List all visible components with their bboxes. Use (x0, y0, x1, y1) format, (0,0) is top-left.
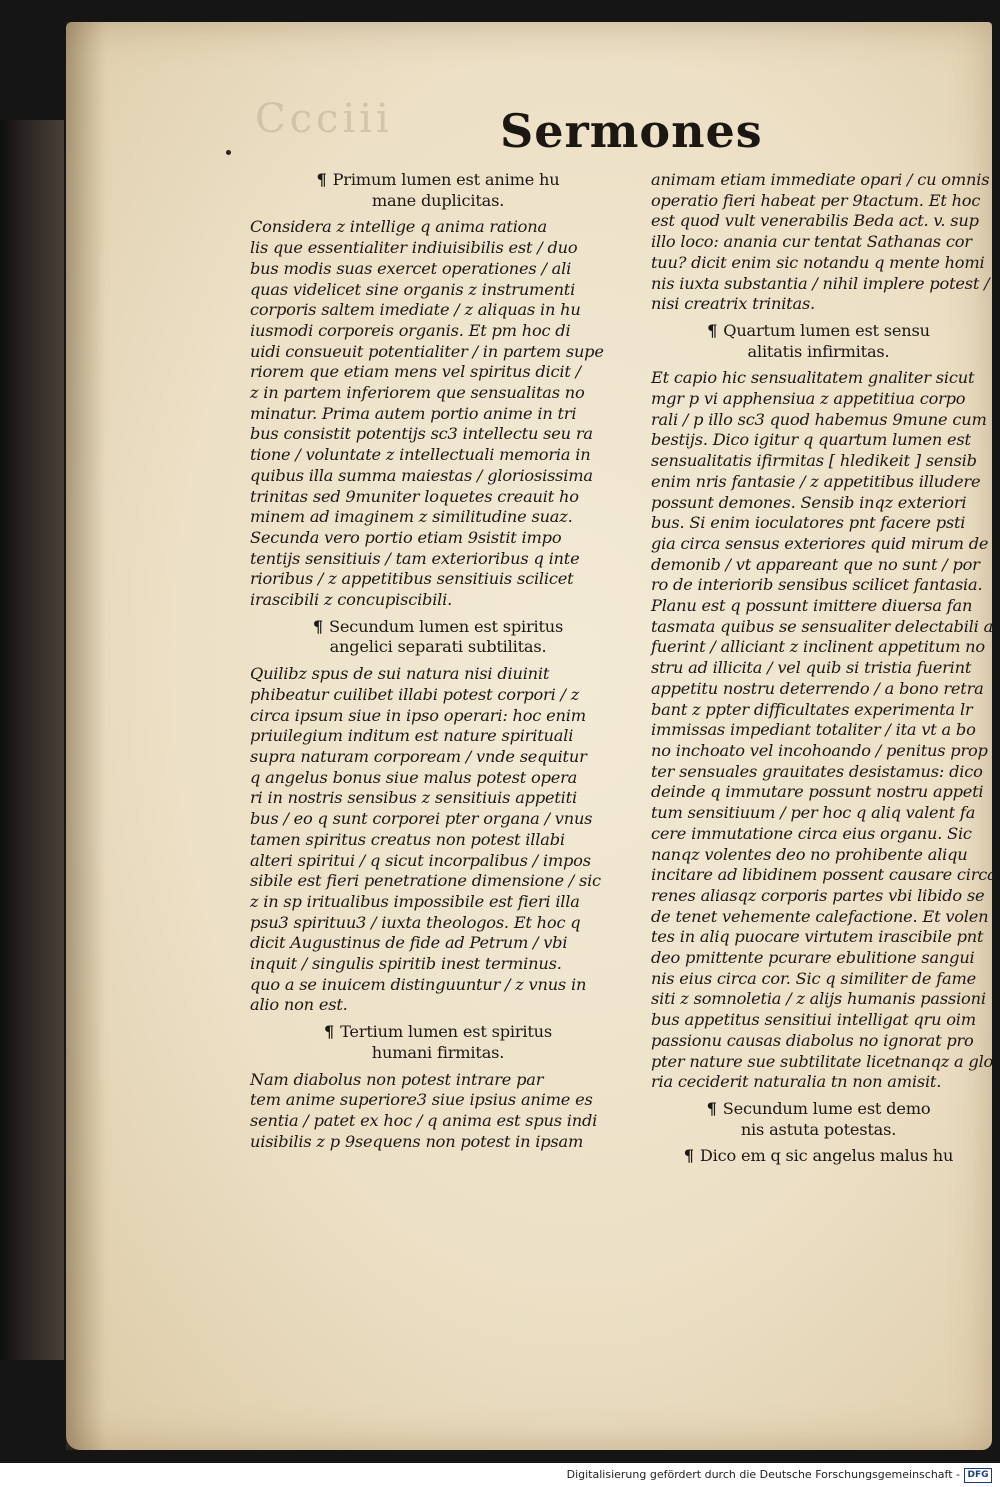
text-line: siti z somnoletia / z alijs humanis passioni (651, 989, 986, 1009)
footer-bar (0, 1463, 1000, 1487)
text-line: sentia / patet ex hoc / q anima est spus indi (250, 1110, 598, 1130)
pilcrow-icon: ¶ (683, 1146, 694, 1166)
section-heading (651, 1146, 986, 1167)
text-line: rali / p illo sc3 quod habemus 9mune cum (651, 409, 987, 429)
heading-text: Tertium lumen est spiritus (340, 1022, 552, 1042)
text-line (651, 321, 986, 342)
text-line: incitare ad libidinem possent causare circa (651, 865, 997, 885)
heading-text: Quartum lumen est sensu (723, 320, 930, 340)
text-line: bus. Si enim ioculatores pnt facere psti (651, 513, 966, 533)
text-line: illo loco: anania cur tentat Sathanas cor (651, 232, 972, 252)
text-line: no inchoato vel incohoando / penitus prop (651, 740, 988, 760)
text-line: alio non est. (250, 995, 348, 1015)
text-line: ter sensuales grauitates desistamus: dico (651, 761, 983, 781)
text-line: uidi consueuit potentialiter / in partem supe (250, 341, 604, 361)
text-line: ri in nostris sensibus z sensitiuis appetiti (250, 788, 577, 808)
text-line: angelici separati subtilitas. (329, 637, 547, 657)
right-column (651, 170, 997, 1173)
text-line: bus consistit potentijs sc3 intellectu seu ra (250, 424, 593, 444)
text-line: appetitu nostru deterrendo / a bono retra (651, 678, 984, 698)
text-line: animam etiam immediate opari / cu omnis (651, 170, 990, 189)
text-line: irascibili z concupiscibili. (250, 590, 453, 610)
text-line: stru ad illicita / vel quib si tristia fuerint (651, 658, 972, 678)
text-line: est quod vult venerabilis Beda act. v. sup (651, 211, 979, 231)
heading-text: Dico em q sic angelus malus hu (699, 1146, 954, 1166)
text-line: tamen spiritus creatus non potest illabi (250, 829, 565, 849)
text-line: fuerint / alliciant z inclinent appetitum no (651, 637, 985, 657)
text-line: bant z ppter difficultates experimenta lr (651, 699, 973, 719)
text-line (250, 170, 626, 191)
section-heading (651, 321, 986, 362)
ink-dot (226, 150, 231, 155)
book-edge (0, 120, 64, 1360)
text-line: trinitas sed 9muniter loquetes creauit ho (250, 486, 579, 506)
text-paragraph (651, 368, 997, 1093)
text-line: inquit / singulis spiritib inest terminus. (250, 954, 562, 974)
text-line: possunt demones. Sensib inqz exteriori (651, 492, 967, 512)
text-line: nis iuxta substantia / nihil implere potest / (651, 273, 990, 293)
text-paragraph (651, 170, 990, 315)
text-line: enim nris fantasie / z appetitibus illudere (651, 471, 981, 491)
text-line: de tenet vehemente calefactione. Et volen (651, 906, 989, 926)
text-line: bus modis suas exercet operationes / ali (250, 258, 572, 278)
text-line: tum sensitiuum / per hoc q aliq valent fa (651, 803, 976, 823)
text-line: Quilibz spus de sui natura nisi diuinit (250, 664, 550, 684)
text-line (250, 617, 626, 638)
bleed-through-text: Ccciii (255, 96, 393, 142)
text-line: z in partem inferiorem que sensualitas no (250, 383, 585, 403)
text-line: mgr p vi apphensiua z appetitiua corpo (651, 389, 966, 409)
text-line: tuu? dicit enim sic notandu q mente homi (651, 252, 985, 272)
dfg-logo: DFG (964, 1468, 992, 1483)
text-line: quo a se inuicem distinguuntur / z vnus in (250, 974, 587, 994)
section-heading (250, 617, 626, 658)
text-line: nisi creatrix trinitas. (651, 294, 815, 314)
text-line: immissas impediant totaliter / ita vt a bo (651, 720, 976, 740)
section-heading (250, 170, 626, 211)
text-line: q angelus bonus siue malus potest opera (250, 767, 578, 787)
text-line: tes in aliq puocare virtutem irascibile pnt (651, 927, 984, 947)
text-line: minatur. Prima autem portio anime in tri (250, 403, 577, 423)
heading-text: Primum lumen est anime hu (332, 170, 560, 189)
text-line: deinde q immutare possunt nostru appeti (651, 782, 984, 802)
footer-credit: Digitalisierung gefördert durch die Deutsche Forschungsgemeinschaft - (566, 1468, 960, 1481)
pilcrow-icon: ¶ (323, 1022, 335, 1042)
text-line: Considera z intellige q anima rationa (250, 217, 547, 237)
text-line: nis astuta potestas. (740, 1119, 897, 1139)
text-line: bus / eo q sunt corporei pter organa / vnus (250, 809, 593, 829)
text-line: quas videlicet sine organis z instrumenti (250, 279, 576, 299)
text-line: quibus illa summa maiestas / gloriosissima (250, 465, 593, 485)
text-line: alteri spiritui / q sicut incorpalibus / impos (250, 850, 591, 870)
text-line: alitatis infirmitas. (747, 341, 890, 361)
text-line: operatio fieri habeat per 9tactum. Et hoc (651, 190, 981, 210)
pilcrow-icon: ¶ (316, 170, 327, 189)
heading-text: Secundum lume est demo (722, 1098, 931, 1118)
text-line: mane duplicitas. (371, 190, 505, 210)
text-line: demonib / vt appareant que no sunt / por (651, 554, 980, 574)
section-heading (651, 1099, 986, 1140)
text-line: nis eius circa cor. Sic q similiter de fame (651, 968, 976, 988)
text-line: tasmata quibus se sensualiter delectabili a (651, 616, 994, 636)
text-line: Nam diabolus non potest intrare par (250, 1069, 544, 1089)
text-line: phibeatur cuilibet illabi potest corpori / z (250, 684, 580, 704)
text-line: pter nature sue subtilitate licetnanqz a glo (651, 1051, 994, 1071)
running-head: Sermones (500, 104, 763, 158)
text-line: renes aliasqz corporis partes vbi libido se (651, 885, 985, 905)
text-line: minem ad imaginem z similitudine suaz. (250, 507, 573, 527)
section-heading (250, 1022, 626, 1063)
text-paragraph (250, 664, 626, 1016)
text-line: ro de interiorib sensibus scilicet fantasia. (651, 575, 983, 595)
left-column (250, 170, 626, 1158)
text-line: dicit Augustinus de fide ad Petrum / vbi (250, 933, 568, 953)
text-line: bus appetitus sensitiui intelligat qru oim (651, 1010, 976, 1030)
text-paragraph (250, 217, 626, 610)
text-line: sibile est fieri penetratione dimensione / sic (250, 871, 601, 891)
text-line: sensualitatis ifirmitas [ hledikeit ] sensib (651, 451, 977, 471)
text-line: nanqz volentes deo no prohibente aliqu (651, 844, 968, 864)
text-line: riorem que etiam mens vel spiritus dicit / (250, 362, 581, 382)
text-line: Secunda vero portio etiam 9sistit impo (250, 527, 562, 547)
text-line: rioribus / z appetitibus sensitiuis scilicet (250, 569, 574, 589)
text-line: iusmodi corporeis organis. Et pm hoc di (250, 320, 571, 340)
text-line: deo pmittente pcurare ebulitione sangui (651, 948, 975, 968)
text-line: passionu causas diabolus no ignorat pro (651, 1030, 974, 1050)
text-line: psu3 spirituu3 / iuxta theologos. Et hoc q (250, 912, 581, 932)
text-line: bestijs. Dico igitur q quartum lumen est (651, 430, 971, 450)
text-line: priuilegium inditum est nature spirituali (250, 726, 574, 746)
pilcrow-icon: ¶ (707, 320, 718, 340)
text-line: uisibilis z p 9sequens non potest in ipsam (250, 1131, 584, 1151)
text-line (250, 1022, 626, 1043)
text-line: z in sp iritualibus impossibile est fieri illa (250, 891, 580, 911)
text-line: Planu est q possunt imittere diuersa fan (651, 596, 973, 616)
text-paragraph (250, 1070, 626, 1153)
text-line: tem anime superiore3 siue ipsius anime es (250, 1090, 593, 1110)
text-line: lis que essentialiter indiuisibilis est / duo (250, 238, 578, 258)
text-line: ria ceciderit naturalia tn non amisit. (651, 1072, 942, 1092)
text-line: Et capio hic sensualitatem gnaliter sicut (651, 368, 975, 388)
text-line: tione / voluntate z intellectuali memoria in (250, 445, 591, 465)
text-line: tentijs sensitiuis / tam exterioribus q inte (250, 548, 580, 568)
text-line: corporis saltem imediate / z aliquas in hu (250, 300, 581, 320)
heading-text: Secundum lumen est spiritus (329, 616, 564, 636)
text-line (651, 1099, 986, 1120)
text-line: humani firmitas. (371, 1042, 505, 1062)
text-line: gia circa sensus exteriores quid mirum de (651, 533, 989, 553)
text-line (651, 1146, 986, 1167)
text-line: cere immutatione circa eius organu. Sic (651, 823, 972, 843)
pilcrow-icon: ¶ (312, 616, 323, 636)
text-line: supra naturam corpoream / vnde sequitur (250, 746, 587, 766)
pilcrow-icon: ¶ (706, 1098, 717, 1118)
text-line: circa ipsum siue in ipso operari: hoc enim (250, 705, 586, 725)
